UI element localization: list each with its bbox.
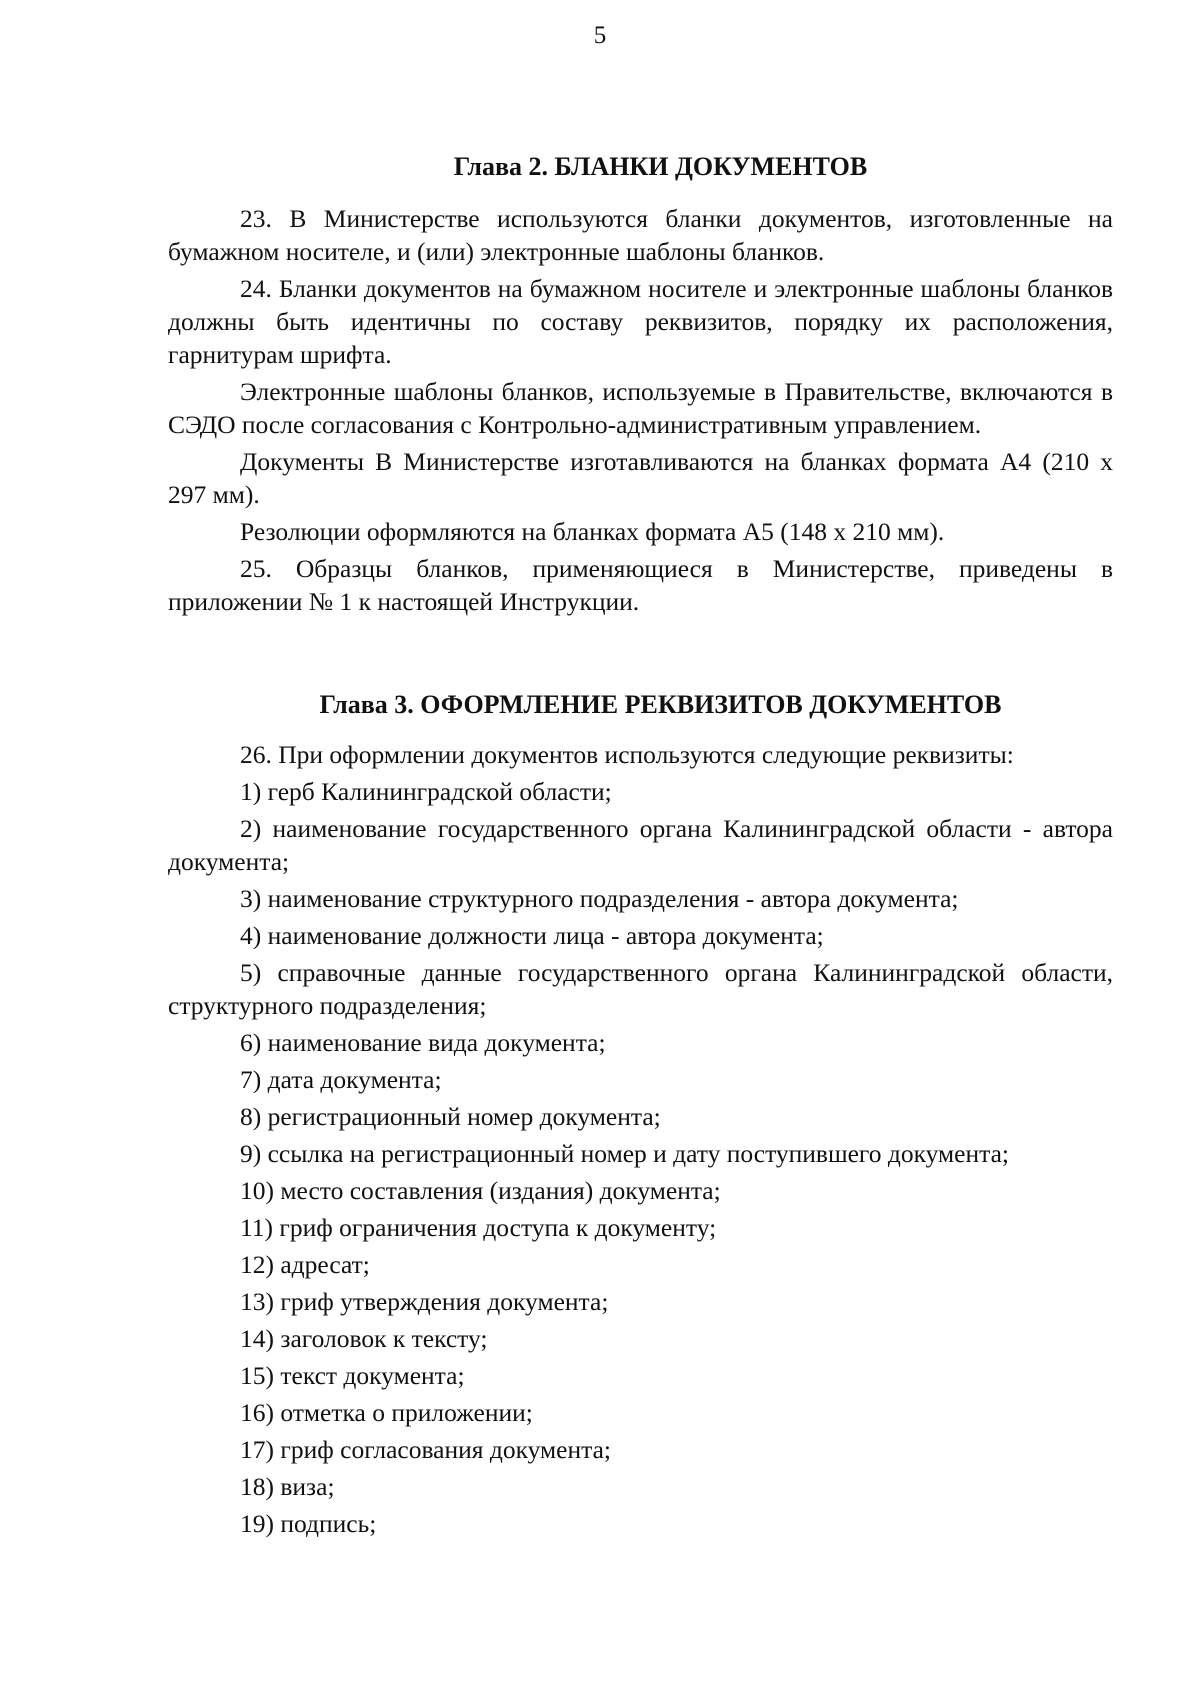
document-body xyxy=(168,150,1113,1544)
paragraph-25: 25. Образцы бланков, применяющиеся в Министерстве, приведены в приложении № 1 к настоящей Инструкции. xyxy=(168,554,1113,616)
chapter-2-heading: Глава 2. БЛАНКИ ДОКУМЕНТОВ xyxy=(453,152,868,181)
list-item: 18) виза; xyxy=(240,1472,335,1501)
list-item: 19) подпись; xyxy=(240,1509,377,1538)
list-item: 10) место составления (издания) документа; xyxy=(240,1176,721,1205)
list-item: 8) регистрационный номер документа; xyxy=(240,1102,661,1131)
list-item: 17) гриф согласования документа; xyxy=(240,1435,612,1464)
paragraph-24: 24. Бланки документов на бумажном носителе и электронные шаблоны бланков должны быть идентичны по составу реквизитов, порядку их расположения, гарнитурам шрифта. xyxy=(168,274,1113,369)
paragraph-26: 26. При оформлении документов используются следующие реквизиты: xyxy=(240,740,1014,769)
paragraph-electronic-templates: Электронные шаблоны бланков, используемые в Правительстве, включаются в СЭДО после согласования с Контрольно-административным управлением. xyxy=(168,377,1113,439)
list-item: 9) ссылка на регистрационный номер и дату поступившего документа; xyxy=(240,1139,1009,1168)
list-item: 3) наименование структурного подразделения - автора документа; xyxy=(240,884,959,913)
list-item: 12) адресат; xyxy=(240,1250,370,1279)
list-item: 14) заголовок к тексту; xyxy=(240,1324,488,1353)
list-item: 13) гриф утверждения документа; xyxy=(240,1287,609,1316)
requisites-list xyxy=(168,775,1113,1540)
list-item: 15) текст документа; xyxy=(240,1361,465,1390)
list-item: 5) справочные данные государственного органа Калининградской области, структурного подразделения; xyxy=(168,958,1113,1020)
list-item: 4) наименование должности лица - автора документа; xyxy=(240,921,824,950)
list-item: 2) наименование государственного органа Калининградской области - автора документа; xyxy=(168,814,1113,876)
list-item: 16) отметка о приложении; xyxy=(240,1398,533,1427)
paragraph-a5-format: Резолюции оформляются на бланках формата А5 (148 х 210 мм). xyxy=(240,517,945,546)
list-item: 7) дата документа; xyxy=(240,1065,442,1094)
list-item: 6) наименование вида документа; xyxy=(240,1028,606,1057)
paragraph-23: 23. В Министерстве используются бланки документов, изготовленные на бумажном носителе, и (или) электронные шаблоны бланков. xyxy=(168,204,1113,266)
chapter-3-heading: Глава 3. ОФОРМЛЕНИЕ РЕКВИЗИТОВ ДОКУМЕНТОВ xyxy=(319,690,1002,719)
list-item: 11) гриф ограничения доступа к документу; xyxy=(240,1213,717,1242)
page-number: 5 xyxy=(593,22,607,49)
list-item: 1) герб Калининградской области; xyxy=(240,777,612,806)
paragraph-a4-format: Документы В Министерстве изготавливаются на бланках формата А4 (210 х 297 мм). xyxy=(168,447,1113,509)
